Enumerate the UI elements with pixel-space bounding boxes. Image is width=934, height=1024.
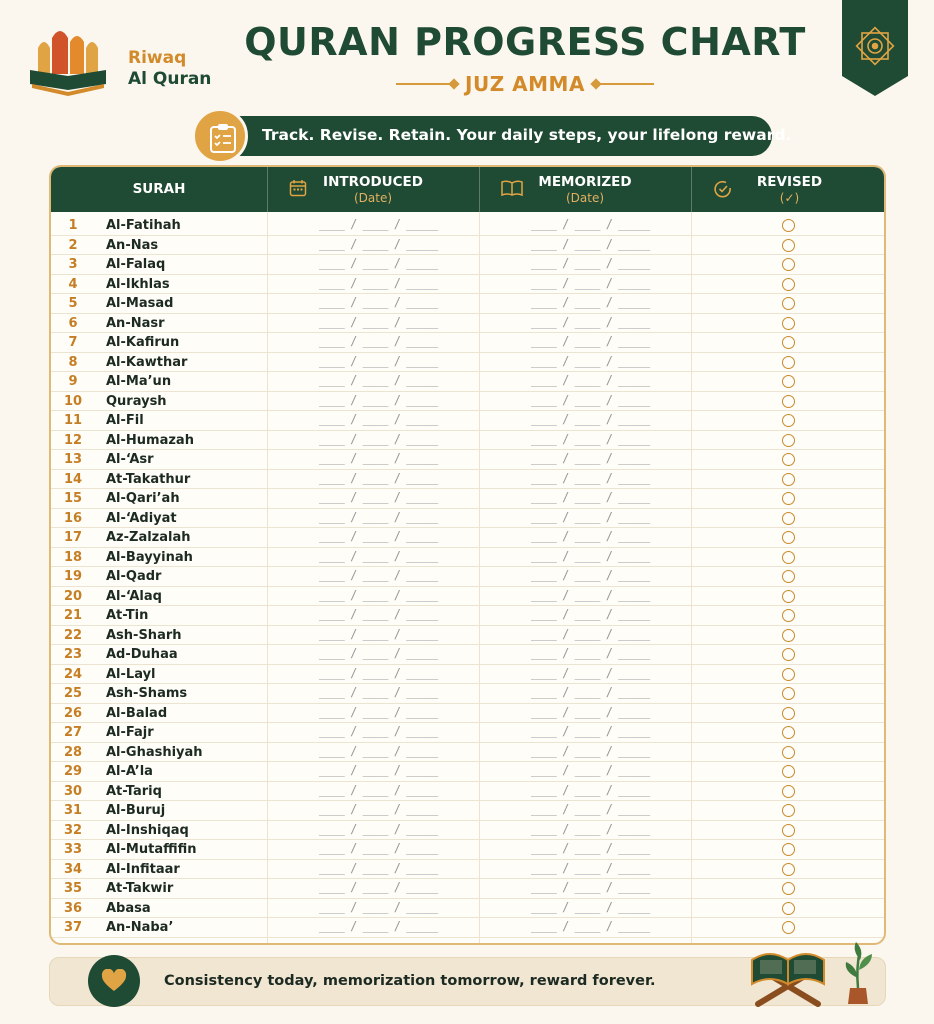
- table-row: [51, 840, 884, 860]
- table-row: [51, 333, 884, 353]
- table-row: [51, 372, 884, 392]
- table-row: [51, 294, 884, 314]
- memorized-date-field[interactable]: ____ / ____ / _____: [531, 899, 650, 914]
- revised-checkbox[interactable]: [782, 336, 795, 349]
- introduced-date-field[interactable]: ____ / ____ / _____: [319, 821, 438, 836]
- revised-checkbox[interactable]: [782, 902, 795, 915]
- surah-name: Al-‘Alaq: [106, 588, 162, 604]
- table-row: [51, 509, 884, 529]
- revised-checkbox[interactable]: [782, 356, 795, 369]
- revised-checkbox[interactable]: [782, 239, 795, 252]
- surah-name: Al-Bayyinah: [106, 549, 193, 565]
- surah-number: 34: [63, 861, 83, 877]
- memorized-date-field[interactable]: ____ / ____ / _____: [531, 236, 650, 251]
- surah-name: At-Tin: [106, 608, 149, 623]
- table-row: [51, 762, 884, 782]
- table-row: [51, 899, 884, 919]
- surah-name: Al-Ma’un: [106, 374, 172, 389]
- memorized-date-field[interactable]: ____ / ____ / _____: [531, 860, 650, 875]
- introduced-date-field[interactable]: ____ / ____ / _____: [319, 373, 438, 387]
- introduced-date-field[interactable]: ____ / ____ / _____: [319, 431, 438, 446]
- surah-number: 4: [68, 276, 78, 292]
- mosque-book-logo-icon: [28, 26, 124, 100]
- surah-name: Al-Ghashiyah: [106, 744, 203, 760]
- table-row: [51, 236, 884, 256]
- surah-number: 14: [63, 471, 83, 487]
- surah-number: 26: [63, 705, 83, 721]
- header-introduced: INTRODUCED (Date): [267, 167, 479, 212]
- surah-name: At-Takwir: [106, 881, 174, 896]
- memorized-date-field[interactable]: ____ / ____ / _____: [531, 490, 650, 504]
- heart-icon: [101, 969, 127, 993]
- revised-checkbox[interactable]: [782, 668, 795, 681]
- surah-number: 20: [63, 588, 83, 604]
- ornament-line-right: [598, 83, 654, 85]
- table-row: [51, 782, 884, 802]
- revised-checkbox[interactable]: [782, 921, 795, 934]
- table-row: [51, 216, 884, 236]
- surah-number: 32: [63, 822, 83, 838]
- memorized-date-field[interactable]: ____ / ____ / _____: [531, 724, 650, 738]
- table-row: [51, 392, 884, 412]
- introduced-date-field[interactable]: ____ / ____ / _____: [319, 704, 438, 719]
- memorized-date-field[interactable]: ____ / ____ / _____: [531, 412, 650, 426]
- page-subtitle: JUZ AMMA: [465, 72, 585, 96]
- introduced-date-field[interactable]: ____ / ____ / _____: [319, 392, 438, 407]
- surah-number: 18: [63, 549, 83, 565]
- table-body: [51, 216, 884, 938]
- corner-banner: [842, 0, 908, 96]
- surah-name: Al-A’la: [106, 764, 153, 779]
- table-row: [51, 470, 884, 490]
- surah-name: Al-Kafirun: [106, 335, 180, 350]
- surah-number: 16: [63, 510, 83, 526]
- surah-name: Ad-Duhaa: [106, 647, 178, 662]
- revised-checkbox[interactable]: [782, 297, 795, 310]
- introduced-date-field[interactable]: ____ / ____ / _____: [319, 509, 438, 524]
- surah-name: At-Tariq: [106, 783, 162, 799]
- revised-checkbox[interactable]: [782, 414, 795, 427]
- surah-number: 15: [63, 491, 83, 506]
- table-row: [51, 314, 884, 334]
- introduced-date-field[interactable]: ____ / ____ / _____: [319, 626, 438, 641]
- introduced-date-field[interactable]: ____ / ____ / _____: [319, 646, 438, 660]
- quran-stand-plant-icon: [748, 938, 884, 1008]
- introduced-date-field[interactable]: ____ / ____ / _____: [319, 919, 438, 933]
- revised-checkbox[interactable]: [782, 882, 795, 895]
- revised-checkbox[interactable]: [782, 785, 795, 798]
- revised-checkbox[interactable]: [782, 687, 795, 700]
- table-row: [51, 723, 884, 743]
- introduced-date-field[interactable]: ____ / ____ / _____: [319, 451, 438, 465]
- table-row: [51, 489, 884, 509]
- surah-number: 2: [68, 237, 78, 253]
- revised-checkbox[interactable]: [782, 824, 795, 837]
- memorized-date-field[interactable]: ____ / ____ / _____: [531, 353, 650, 368]
- revised-checkbox[interactable]: [782, 395, 795, 408]
- introduced-date-field[interactable]: ____ / ____ / _____: [319, 899, 438, 914]
- surah-name: Al-‘Asr: [106, 452, 154, 467]
- surah-number: 31: [63, 803, 83, 818]
- surah-name: Al-Humazah: [106, 432, 194, 448]
- introduced-date-field[interactable]: ____ / ____ / _____: [319, 314, 438, 329]
- memorized-date-field[interactable]: ____ / ____ / _____: [531, 295, 650, 309]
- footer-illustration: [748, 938, 884, 1008]
- surah-number: 28: [63, 744, 83, 760]
- table-row: [51, 821, 884, 841]
- surah-number: 33: [63, 842, 83, 857]
- surah-name: Al-Fil: [106, 413, 144, 428]
- surah-name: Al-Mutaffifin: [106, 842, 197, 857]
- revised-checkbox[interactable]: [782, 726, 795, 739]
- table-row: [51, 255, 884, 275]
- memorized-date-field[interactable]: ____ / ____ / _____: [531, 431, 650, 446]
- logo-text-riwaq: Riwaq: [128, 48, 187, 68]
- header-revised: REVISED (✓): [691, 167, 886, 212]
- revised-checkbox[interactable]: [782, 570, 795, 583]
- introduced-date-field[interactable]: ____ / ____ / _____: [319, 802, 438, 816]
- surah-name: An-Naba’: [106, 920, 174, 935]
- memorized-date-field[interactable]: ____ / ____ / _____: [531, 334, 650, 348]
- surah-name: Al-Balad: [106, 705, 168, 721]
- surah-name: Al-Layl: [106, 666, 156, 682]
- surah-name: Al-Buruj: [106, 803, 166, 818]
- revised-checkbox[interactable]: [782, 453, 795, 466]
- introduced-date-field[interactable]: ____ / ____ / _____: [319, 490, 438, 504]
- surah-name: Abasa: [106, 900, 151, 916]
- revised-checkbox[interactable]: [782, 317, 795, 330]
- table-row: [51, 275, 884, 295]
- memorized-date-field[interactable]: ____ / ____ / _____: [531, 685, 650, 699]
- revised-checkbox[interactable]: [782, 843, 795, 856]
- table-row: [51, 743, 884, 763]
- surah-number: 19: [63, 569, 83, 584]
- surah-number: 8: [68, 354, 78, 370]
- introduced-date-field[interactable]: ____ / ____ / _____: [319, 743, 438, 758]
- surah-name: Al-Qadr: [106, 569, 162, 584]
- surah-number: 24: [63, 666, 83, 682]
- surah-number: 10: [63, 393, 83, 409]
- header-surah: SURAH: [132, 181, 186, 197]
- surah-name: Al-Fajr: [106, 725, 154, 740]
- introduced-date-field[interactable]: ____ / ____ / _____: [319, 841, 438, 855]
- surah-name: Al-Kawthar: [106, 354, 188, 370]
- revised-checkbox[interactable]: [782, 434, 795, 447]
- introduced-date-field[interactable]: ____ / ____ / _____: [319, 256, 438, 270]
- revised-checkbox[interactable]: [782, 648, 795, 661]
- revised-checkbox[interactable]: [782, 746, 795, 759]
- clipboard-checklist-icon: [209, 123, 237, 153]
- page-title: QURAN PROGRESS CHART: [244, 20, 806, 64]
- surah-number: 12: [63, 432, 83, 448]
- table-row: [51, 411, 884, 431]
- table-row: [51, 528, 884, 548]
- brand-logo: [28, 26, 228, 102]
- revised-checkbox[interactable]: [782, 863, 795, 876]
- introduced-date-field[interactable]: ____ / ____ / _____: [319, 275, 438, 290]
- surah-number: 36: [63, 900, 83, 916]
- surah-number: 29: [63, 764, 83, 779]
- memorized-date-field[interactable]: ____ / ____ / _____: [531, 841, 650, 855]
- introduced-date-field[interactable]: ____ / ____ / _____: [319, 724, 438, 738]
- table-row: [51, 918, 884, 938]
- revised-checkbox[interactable]: [782, 512, 795, 525]
- revised-checkbox[interactable]: [782, 473, 795, 486]
- memorized-date-field[interactable]: ____ / ____ / _____: [531, 529, 650, 543]
- memorized-date-field[interactable]: ____ / ____ / _____: [531, 470, 650, 485]
- memorized-date-field[interactable]: ____ / ____ / _____: [531, 704, 650, 719]
- table-header: [51, 167, 884, 212]
- introduced-date-field[interactable]: ____ / ____ / _____: [319, 353, 438, 368]
- table-row: [51, 665, 884, 685]
- header-memorized: MEMORIZED (Date): [479, 167, 691, 212]
- surah-number: 35: [63, 881, 83, 896]
- introduced-date-field[interactable]: ____ / ____ / _____: [319, 860, 438, 875]
- revised-checkbox[interactable]: [782, 531, 795, 544]
- memorized-date-field[interactable]: ____ / ____ / _____: [531, 763, 650, 777]
- revised-checkbox[interactable]: [782, 551, 795, 564]
- memorized-date-field[interactable]: ____ / ____ / _____: [531, 743, 650, 758]
- surah-name: Ash-Sharh: [106, 627, 182, 643]
- surah-number: 27: [63, 725, 83, 740]
- surah-number: 3: [68, 257, 78, 272]
- surah-name: Al-Infitaar: [106, 861, 180, 877]
- surah-number: 17: [63, 530, 83, 545]
- table-row: [51, 548, 884, 568]
- footer-badge: [88, 955, 140, 1007]
- memorized-date-field[interactable]: ____ / ____ / _____: [531, 646, 650, 660]
- revised-checkbox[interactable]: [782, 278, 795, 291]
- introduced-date-field[interactable]: ____ / ____ / _____: [319, 607, 438, 621]
- introduced-date-field[interactable]: ____ / ____ / _____: [319, 587, 438, 602]
- table-row: [51, 860, 884, 880]
- introduced-date-field[interactable]: ____ / ____ / _____: [319, 548, 438, 563]
- memorized-date-field[interactable]: ____ / ____ / _____: [531, 373, 650, 387]
- surah-name: At-Takathur: [106, 471, 191, 487]
- memorized-date-field[interactable]: ____ / ____ / _____: [531, 548, 650, 563]
- memorized-date-field[interactable]: ____ / ____ / _____: [531, 607, 650, 621]
- surah-number: 7: [68, 335, 78, 350]
- introduced-date-field[interactable]: ____ / ____ / _____: [319, 217, 438, 231]
- surah-number: 30: [63, 783, 83, 799]
- introduced-date-field[interactable]: ____ / ____ / _____: [319, 763, 438, 777]
- surah-name: Al-Fatihah: [106, 218, 181, 233]
- introduced-date-field[interactable]: ____ / ____ / _____: [319, 880, 438, 894]
- table-row: [51, 431, 884, 451]
- revised-checkbox[interactable]: [782, 219, 795, 232]
- introduced-date-field[interactable]: ____ / ____ / _____: [319, 568, 438, 582]
- progress-table: [49, 165, 886, 945]
- memorized-date-field[interactable]: ____ / ____ / _____: [531, 275, 650, 290]
- table-row: [51, 353, 884, 373]
- surah-name: Ash-Shams: [106, 686, 188, 701]
- memorized-date-field[interactable]: ____ / ____ / _____: [531, 802, 650, 816]
- revised-checkbox[interactable]: [782, 375, 795, 388]
- surah-number: 37: [63, 920, 83, 935]
- surah-name: Al-Falaq: [106, 257, 166, 272]
- revised-checkbox[interactable]: [782, 609, 795, 622]
- memorized-date-field[interactable]: ____ / ____ / _____: [531, 217, 650, 231]
- table-row: [51, 450, 884, 470]
- introduced-date-field[interactable]: ____ / ____ / _____: [319, 295, 438, 309]
- revised-checkbox[interactable]: [782, 707, 795, 720]
- subtitle-row: [390, 70, 660, 98]
- surah-number: 6: [68, 315, 78, 331]
- check-circle-icon: [713, 179, 733, 199]
- surah-name: Al-Ikhlas: [106, 276, 170, 292]
- memorized-date-field[interactable]: ____ / ____ / _____: [531, 665, 650, 680]
- introduced-date-field[interactable]: ____ / ____ / _____: [319, 665, 438, 680]
- memorized-date-field[interactable]: ____ / ____ / _____: [531, 919, 650, 933]
- surah-name: Az-Zalzalah: [106, 530, 191, 545]
- table-row: [51, 645, 884, 665]
- memorized-date-field[interactable]: ____ / ____ / _____: [531, 821, 650, 836]
- table-row: [51, 801, 884, 821]
- memorized-date-field[interactable]: ____ / ____ / _____: [531, 451, 650, 465]
- revised-checkbox[interactable]: [782, 765, 795, 778]
- table-row: [51, 879, 884, 899]
- memorized-date-field[interactable]: ____ / ____ / _____: [531, 587, 650, 602]
- surah-number: 5: [68, 296, 78, 311]
- revised-checkbox[interactable]: [782, 804, 795, 817]
- introduced-date-field[interactable]: ____ / ____ / _____: [319, 334, 438, 348]
- introduced-date-field[interactable]: ____ / ____ / _____: [319, 470, 438, 485]
- tagline-pill: [198, 116, 792, 156]
- revised-checkbox[interactable]: [782, 258, 795, 271]
- tagline-text: Track. Revise. Retain. Your daily steps, your lifelong reward.: [262, 126, 792, 144]
- calendar-icon: [289, 179, 307, 197]
- surah-number: 9: [68, 374, 78, 389]
- table-row: [51, 684, 884, 704]
- table-row: [51, 567, 884, 587]
- surah-name: Al-Qari’ah: [106, 491, 180, 506]
- revised-checkbox[interactable]: [782, 590, 795, 603]
- introduced-date-field[interactable]: ____ / ____ / _____: [319, 685, 438, 699]
- open-book-icon: [501, 179, 523, 197]
- surah-number: 22: [63, 627, 83, 643]
- table-row: [51, 704, 884, 724]
- surah-name: Al-Masad: [106, 296, 174, 311]
- memorized-date-field[interactable]: ____ / ____ / _____: [531, 626, 650, 641]
- surah-name: An-Nas: [106, 237, 159, 253]
- surah-name: Quraysh: [106, 393, 167, 409]
- memorized-date-field[interactable]: ____ / ____ / _____: [531, 568, 650, 582]
- star-ornament-icon: [842, 0, 908, 96]
- surah-number: 23: [63, 647, 83, 662]
- table-row: [51, 587, 884, 607]
- introduced-date-field[interactable]: ____ / ____ / _____: [319, 782, 438, 797]
- memorized-date-field[interactable]: ____ / ____ / _____: [531, 392, 650, 407]
- memorized-date-field[interactable]: ____ / ____ / _____: [531, 509, 650, 524]
- surah-name: An-Nasr: [106, 315, 165, 331]
- memorized-date-field[interactable]: ____ / ____ / _____: [531, 314, 650, 329]
- introduced-date-field[interactable]: ____ / ____ / _____: [319, 412, 438, 426]
- tagline-badge: [192, 108, 248, 164]
- surah-number: 1: [68, 218, 78, 233]
- surah-name: Al-Inshiqaq: [106, 822, 189, 838]
- surah-number: 25: [63, 686, 83, 701]
- surah-number: 11: [63, 413, 83, 428]
- introduced-date-field[interactable]: ____ / ____ / _____: [319, 529, 438, 543]
- introduced-date-field[interactable]: ____ / ____ / _____: [319, 236, 438, 251]
- revised-checkbox[interactable]: [782, 629, 795, 642]
- table-row: [51, 606, 884, 626]
- memorized-date-field[interactable]: ____ / ____ / _____: [531, 256, 650, 270]
- revised-checkbox[interactable]: [782, 492, 795, 505]
- memorized-date-field[interactable]: ____ / ____ / _____: [531, 880, 650, 894]
- footer-text: Consistency today, memorization tomorrow, reward forever.: [164, 973, 656, 989]
- table-row: [51, 626, 884, 646]
- surah-name: Al-‘Adiyat: [106, 510, 177, 526]
- logo-text-al-quran: Al Quran: [128, 69, 212, 89]
- surah-number: 13: [63, 452, 83, 467]
- surah-number: 21: [63, 608, 83, 623]
- memorized-date-field[interactable]: ____ / ____ / _____: [531, 782, 650, 797]
